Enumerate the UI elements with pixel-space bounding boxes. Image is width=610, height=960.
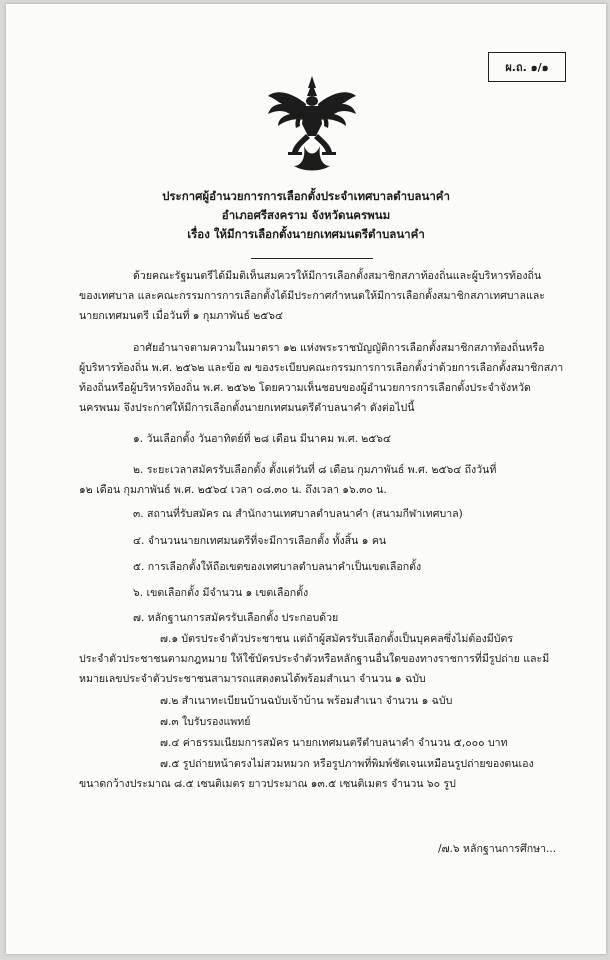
authority-line: ผู้บริหารท้องถิ่น พ.ศ. ๒๕๖๒ และข้อ ๗ ของระเบียบคณะกรรมการการเลือกตั้งว่าด้วยการเลือกตั้งสมาชิกสภา <box>79 362 564 374</box>
item-election-date: ๑. วันเลือกตั้ง วันอาทิตย์ที่ ๒๘ เดือน มีนาคม พ.ศ. ๒๕๖๔ <box>133 433 392 445</box>
subitem-id-card: ๗.๑ บัตรประจำตัวประชาชน แต่ถ้าผู้สมัครรับเลือกตั้งเป็นบุคคลซึ่งไม่ต้องมีบัตร <box>160 633 514 645</box>
announcement-district: อำเภอศรีสงคราม จังหวัดนครพนม <box>221 208 391 222</box>
subitem-application-fee: ๗.๔ ค่าธรรมเนียมการสมัคร นายกเทศมนตรีตำบลนาคำ จำนวน ๕,๐๐๐ บาท <box>160 737 508 749</box>
continued-note: /๗.๖ หลักฐานการศึกษา... <box>438 843 557 855</box>
item-candidate-count: ๔. จำนวนนายกเทศมนตรีที่จะมีการเลือกตั้ง ทั้งสิ้น ๑ คน <box>133 535 387 547</box>
item-application-period: ๒. ระยะเวลาสมัครรับเลือกตั้ง ตั้งแต่วันที่ ๘ เดือน กุมภาพันธ์ พ.ศ. ๒๕๖๔ ถึงวันที่ <box>133 464 497 476</box>
item-constituency-count: ๖. เขตเลือกตั้ง มีจำนวน ๑ เขตเลือกตั้ง <box>133 587 309 599</box>
garuda-emblem <box>264 74 360 174</box>
subitem-house-registration: ๗.๒ สำเนาทะเบียนบ้านฉบับเจ้าบ้าน พร้อมสำเนา จำนวน ๑ ฉบับ <box>160 695 453 707</box>
authority-line: ท้องถิ่นหรือผู้บริหารท้องถิ่น พ.ศ. ๒๕๖๒ โดยความเห็นชอบของผู้อำนวยการการเลือกตั้งประจำจังหวัด <box>79 382 531 394</box>
form-code-box: ผ.ถ. ๑/๑ <box>488 52 566 82</box>
subitem-medical-certificate: ๗.๓ ใบรับรองแพทย์ <box>160 716 251 728</box>
announcement-subject: เรื่อง ให้มีการเลือกตั้งนายกเทศมนตรีตำบลนาคำ <box>187 227 425 241</box>
item-documents: ๗. หลักฐานการสมัครรับเลือกตั้ง ประกอบด้วย <box>133 612 339 624</box>
item-constituency: ๕. การเลือกตั้งให้ถือเขตของเทศบาลตำบลนาคำเป็นเขตเลือกตั้ง <box>133 561 422 573</box>
authority-line: นครพนม จึงประกาศให้มีการเลือกตั้งนายกเทศมนตรีตำบลนาคำ ดังต่อไปนี้ <box>79 402 415 414</box>
subitem-photo-cont: ขนาดกว้างประมาณ ๘.๕ เซนติเมตร ยาวประมาณ ๑๓.๕ เซนติเมตร จำนวน ๖๐ รูป <box>79 778 456 790</box>
subitem-id-card-cont: หมายเลขประจำตัวประชาชนสามารถแสดงตนได้พร้อมสำเนา จำนวน ๑ ฉบับ <box>79 673 426 685</box>
item-application-place: ๓. สถานที่รับสมัคร ณ สำนักงานเทศบาลตำบลนาคำ (สนามกีฬาเทศบาล) <box>133 508 463 520</box>
subitem-id-card-cont: ประจำตัวประชาชนตามกฎหมาย ให้ใช้บัตรประจำตัวหรือหลักฐานอื่นใดของทางราชการที่มีรูปถ่าย และมี <box>79 653 550 665</box>
item-application-period-cont: ๑๒ เดือน กุมภาพันธ์ พ.ศ. ๒๕๖๔ เวลา ๐๘.๓๐ น. ถึงเวลา ๑๖.๓๐ น. <box>79 484 387 496</box>
document-page <box>6 4 606 954</box>
heading-divider <box>251 258 373 259</box>
intro-line: ด้วยคณะรัฐมนตรีได้มีมติเห็นสมควรให้มีการเลือกตั้งสมาชิกสภาท้องถิ่นและผู้บริหารท้องถิ่น <box>133 270 542 282</box>
subitem-photo: ๗.๕ รูปถ่ายหน้าตรงไม่สวมหมวก หรือรูปภาพที่พิมพ์ชัดเจนเหมือนรูปถ่ายของตนเอง <box>160 758 534 770</box>
announcement-title: ประกาศผู้อำนวยการการเลือกตั้งประจำเทศบาลตำบลนาคำ <box>162 189 450 203</box>
intro-line: ของเทศบาล และคณะกรรมการการเลือกตั้งได้มีประกาศกำหนดให้มีการเลือกตั้งสมาชิกสภาเทศบาลและ <box>79 290 545 302</box>
intro-line: นายกเทศมนตรี เมื่อวันที่ ๑ กุมภาพันธ์ ๒๕๖๔ <box>79 310 284 322</box>
authority-line: อาศัยอำนาจตามความในมาตรา ๑๒ แห่งพระราชบัญญัติการเลือกตั้งสมาชิกสภาท้องถิ่นหรือ <box>133 342 545 354</box>
